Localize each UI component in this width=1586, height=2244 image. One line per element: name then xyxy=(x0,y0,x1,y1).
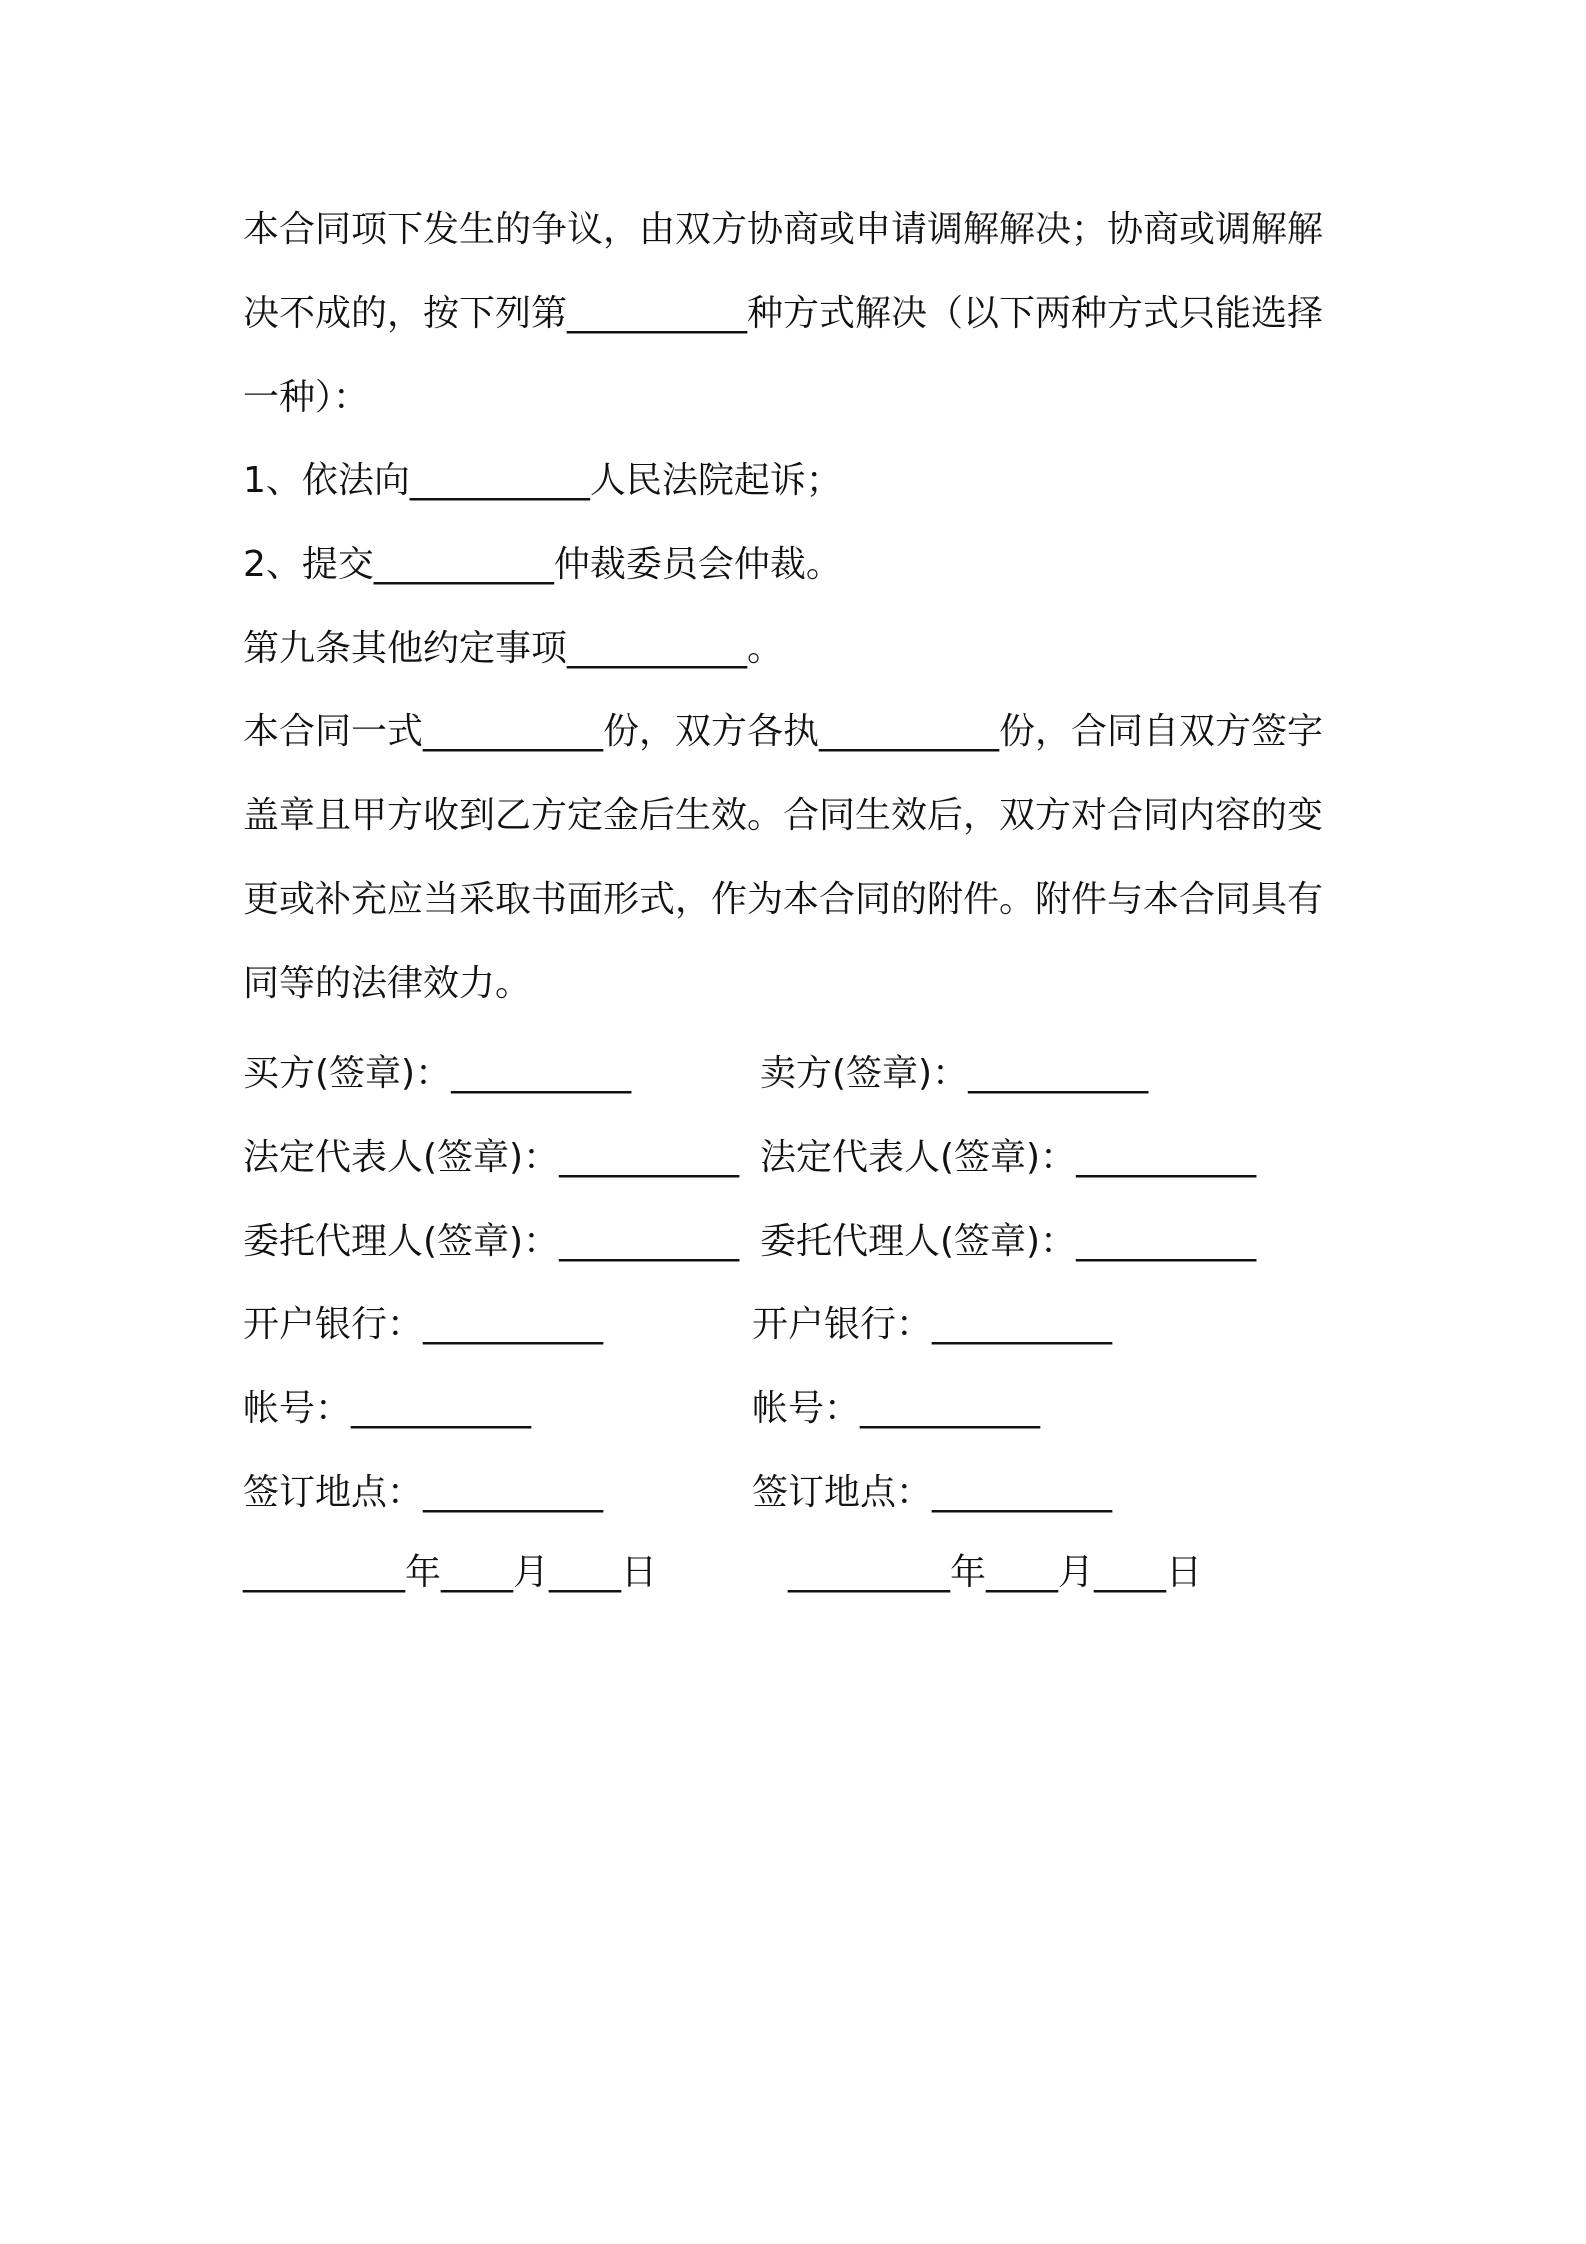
account-left: 帐号：__________ xyxy=(243,1388,532,1429)
date-right: _________年____月____日 xyxy=(788,1552,1202,1593)
agent-left: 委托代理人(签章)：__________ xyxy=(243,1221,740,1262)
buyer-signature: 买方(签章)：__________ xyxy=(243,1053,632,1094)
copies-line-1: 本合同一式__________份，双方各执__________份，合同自双方签字 xyxy=(243,711,1324,752)
option-arbitration: 2、提交__________仲裁委员会仲裁。 xyxy=(243,544,842,585)
place-right: 签订地点：__________ xyxy=(752,1472,1113,1513)
dispute-line-2: 决不成的，按下列第__________种方式解决（以下两种方式只能选择 xyxy=(243,293,1324,334)
legal-rep-right: 法定代表人(签章)：__________ xyxy=(760,1137,1257,1178)
date-left: _________年____月____日 xyxy=(243,1552,657,1593)
copies-line-4: 同等的法律效力。 xyxy=(243,963,532,1004)
place-left: 签订地点：__________ xyxy=(243,1472,604,1513)
option-court: 1、依法向__________人民法院起诉； xyxy=(243,460,842,501)
bank-right: 开户银行：__________ xyxy=(752,1304,1113,1345)
bank-left: 开户银行：__________ xyxy=(243,1304,604,1345)
account-right: 帐号：__________ xyxy=(752,1388,1041,1429)
dispute-line-1: 本合同项下发生的争议，由双方协商或申请调解解决；协商或调解解 xyxy=(243,209,1324,250)
copies-line-3: 更或补充应当采取书面形式，作为本合同的附件。附件与本合同具有 xyxy=(243,879,1324,920)
seller-signature: 卖方(签章)：__________ xyxy=(760,1053,1149,1094)
dispute-line-3: 一种）： xyxy=(243,377,370,418)
article-9: 第九条其他约定事项__________。 xyxy=(243,628,784,669)
copies-line-2: 盖章且甲方收到乙方定金后生效。合同生效后，双方对合同内容的变 xyxy=(243,795,1324,836)
legal-rep-left: 法定代表人(签章)：__________ xyxy=(243,1137,740,1178)
agent-right: 委托代理人(签章)：__________ xyxy=(760,1221,1257,1262)
